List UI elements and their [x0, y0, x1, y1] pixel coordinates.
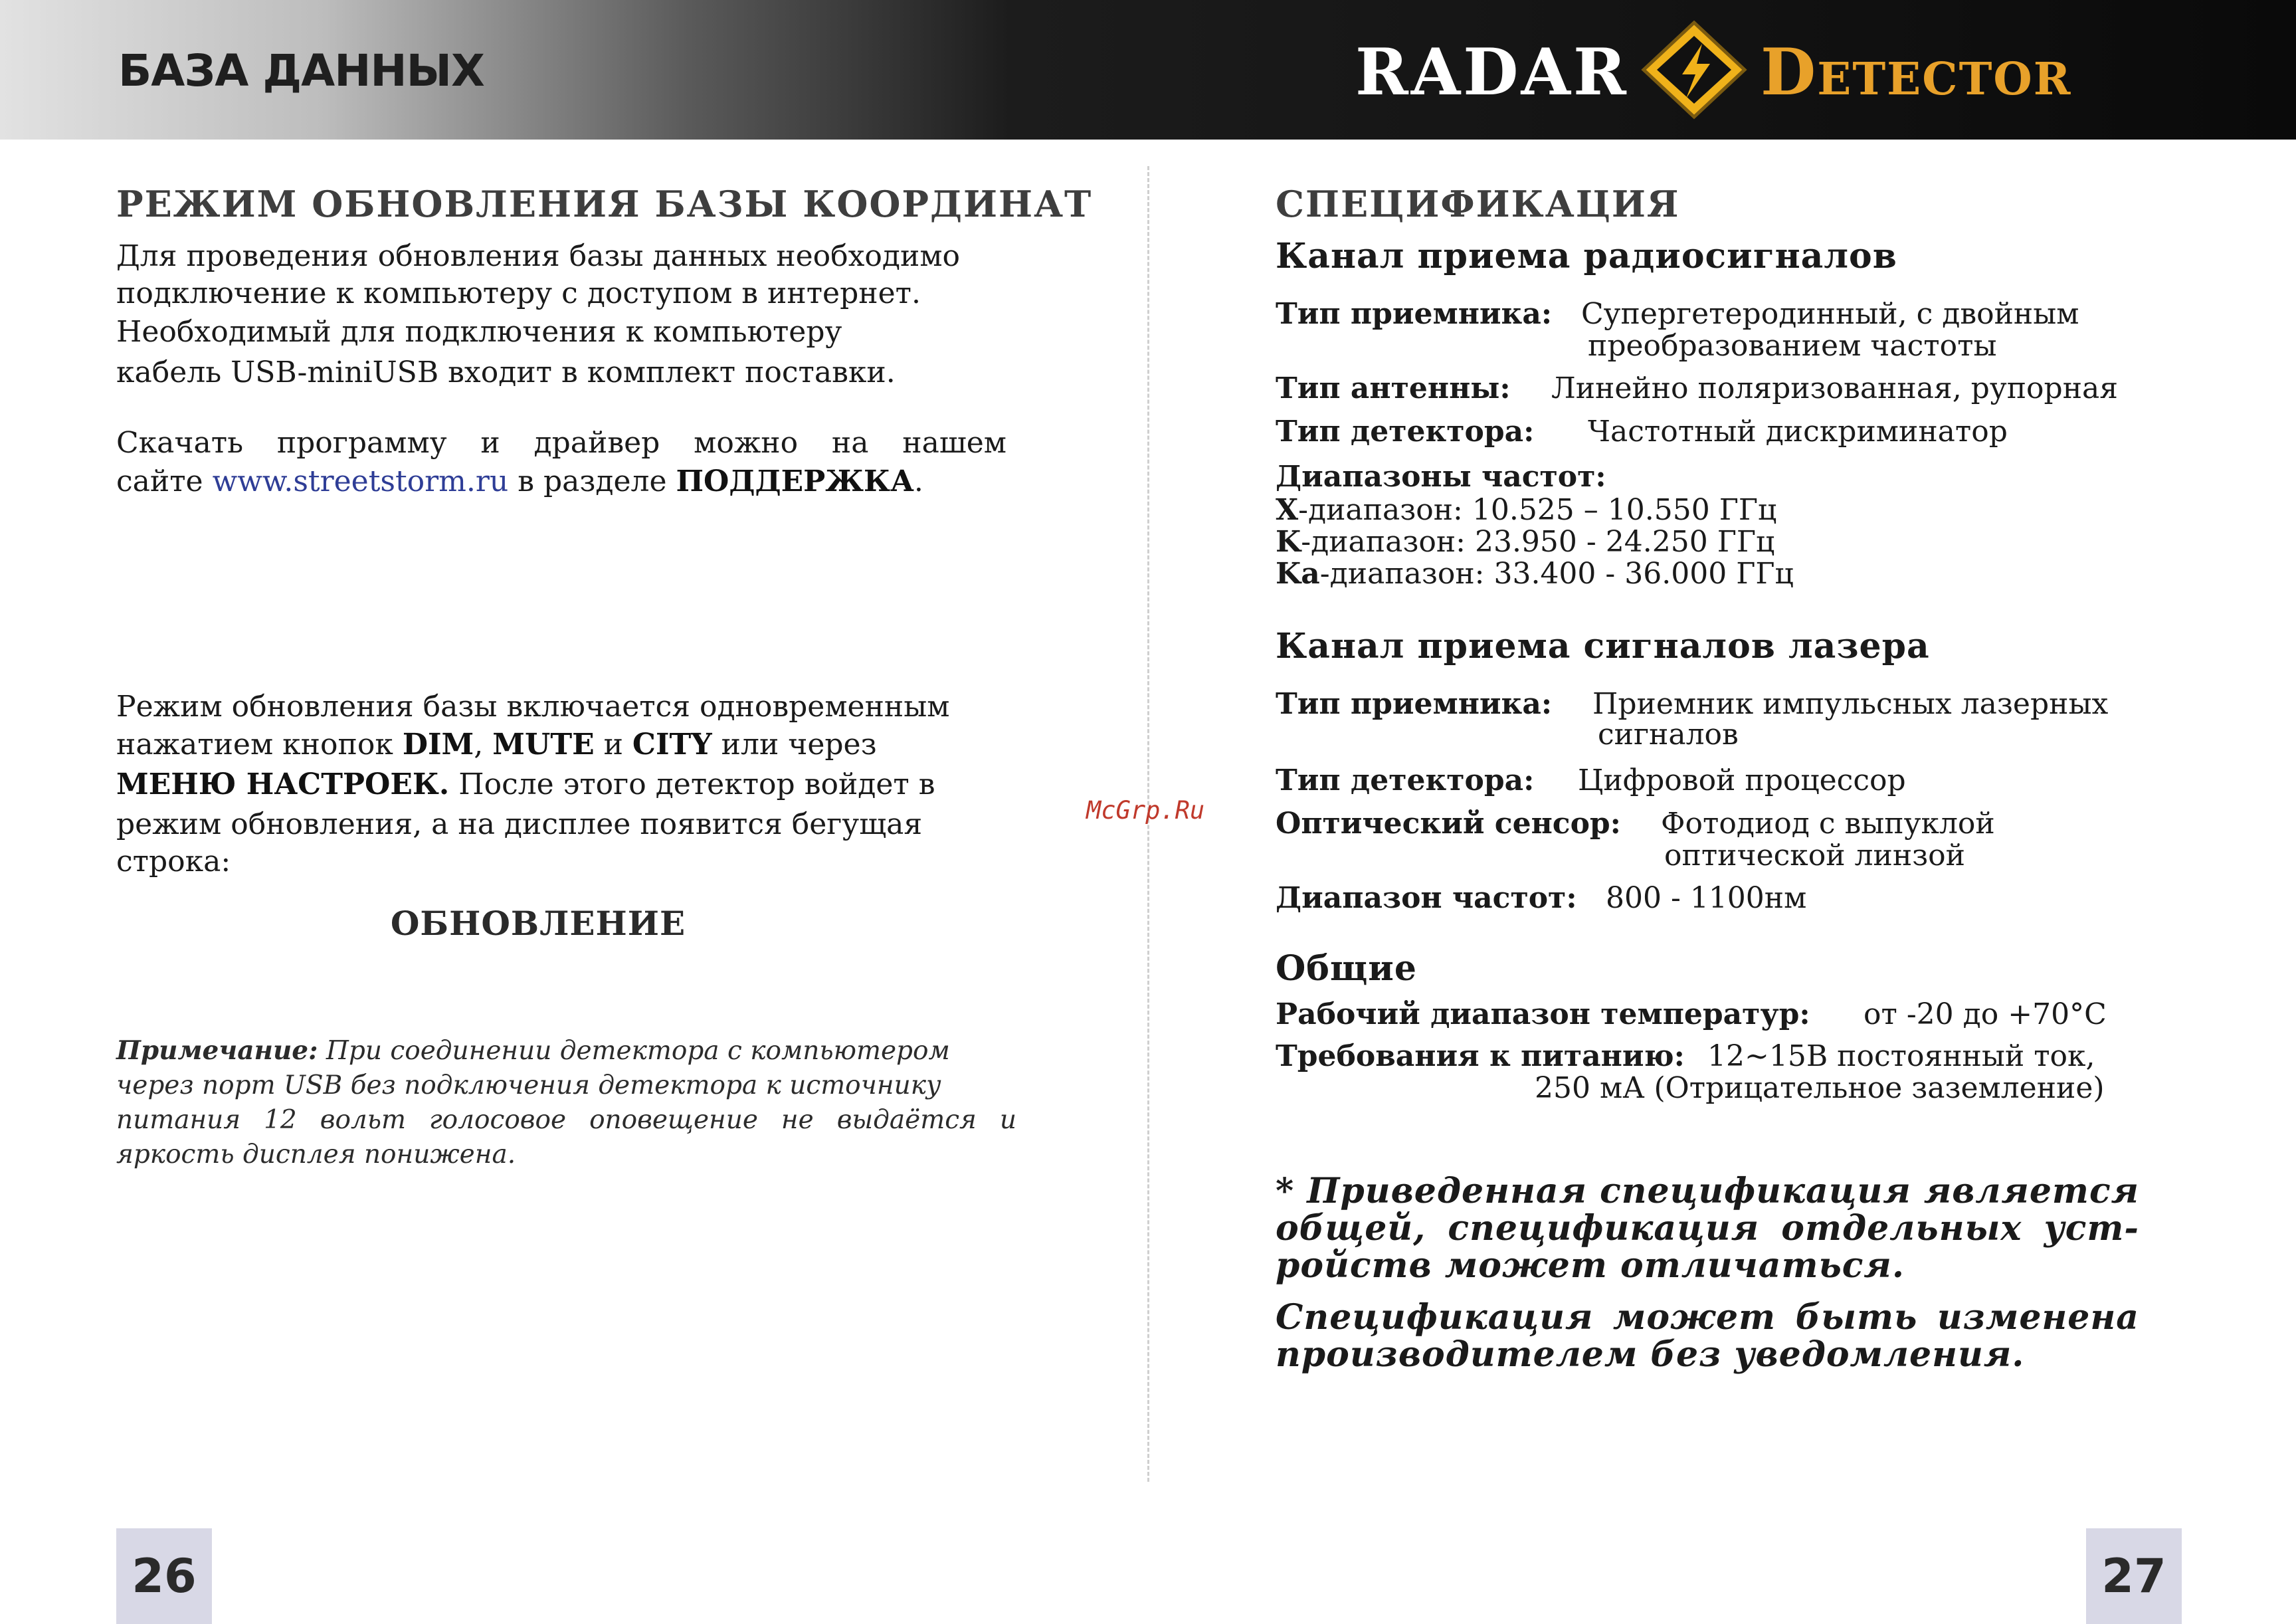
band-value: -диапазон: 33.400 - 36.000 ГГц [1319, 557, 1794, 591]
freq-label [1276, 460, 2139, 494]
radio-antenna-row [1276, 372, 2139, 405]
spec-key: Оптический сенсор: [1276, 807, 1621, 841]
mute-button-name: MUTE [492, 728, 595, 761]
band-key: X [1276, 493, 1299, 527]
band-key: K [1276, 525, 1301, 559]
disclaimer-line: Спецификация может быть изменена [1276, 1297, 2139, 1338]
note-paragraph [116, 1033, 1016, 1172]
spec-key: Диапазоны частот: [1276, 460, 1606, 494]
spec-key: Диапазон частот: [1276, 881, 1577, 915]
spec-value: Цифровой процессор [1578, 763, 1906, 797]
text-line: кабель USB-miniUSB входит в комплект поставки. [116, 355, 896, 389]
note-label: Примечание: [116, 1035, 318, 1066]
spec-key: Тип детектора: [1276, 763, 1535, 797]
note-line: питания 12 вольт голосовое оповещение не выдаётся и [116, 1105, 1016, 1135]
spec-value: Приемник импульсных лазерных [1592, 687, 2109, 721]
text-line: режим обновления, а на дисплее появится бегущая [116, 807, 923, 841]
spec-key: Требования к питанию: [1276, 1039, 1685, 1073]
temperature-row [1276, 998, 2139, 1031]
text-span: . [913, 464, 923, 498]
text-line [116, 462, 1006, 501]
radio-detector-row [1276, 415, 2139, 449]
download-paragraph [116, 424, 1006, 501]
note-line: через порт USB без подключения детектора к источнику [116, 1070, 941, 1100]
band-value: -диапазон: 10.525 – 10.550 ГГц [1298, 493, 1777, 527]
power-row [1276, 1039, 2139, 1105]
disclaimer-line: * Приведенная спецификация является [1276, 1171, 2139, 1211]
optical-sensor-row [1276, 807, 2139, 872]
text-line: подключение к компьютеру с доступом в интернет. [116, 276, 921, 310]
logo-word-radar: RADAR [1355, 35, 1629, 110]
radio-receiver-row [1276, 297, 2139, 363]
spec-value: 12~15В постоянный ток, [1707, 1039, 2095, 1073]
spec-value-cont: 250 мА (Отрицательное заземление) [1535, 1071, 2105, 1105]
page-number-right: 27 [2086, 1528, 2182, 1624]
spec-value: от -20 до +70°С [1864, 997, 2107, 1031]
spec-value: Супергетеродинный, с двойным [1581, 297, 2079, 331]
band-key: Ka [1276, 557, 1320, 591]
city-button-name: CITY [632, 728, 712, 761]
spec-key: Тип приемника: [1276, 687, 1553, 721]
radio-channel-heading: Канал приема радиосигналов [1276, 236, 1897, 276]
logo-word-detector: Detector [1761, 35, 2072, 110]
spec-key: Тип антенны: [1276, 371, 1511, 405]
text-line: Для проведения обновления базы данных необходимо [116, 239, 961, 273]
spec-key: Тип приемника: [1276, 297, 1553, 331]
update-mode-heading: РЕЖИМ ОБНОВЛЕНИЯ БАЗЫ КООРДИНАТ [116, 183, 1093, 225]
spec-value-cont: преобразованием частоты [1588, 329, 1997, 363]
spec-value: Частотный дискриминатор [1588, 415, 2008, 449]
laser-detector-row [1276, 764, 2139, 797]
text-span: сайте [116, 464, 213, 498]
page-header [0, 0, 2296, 140]
text-line [116, 763, 1006, 806]
general-heading: Общие [1276, 948, 1417, 989]
laser-freq-row [1276, 882, 2139, 915]
text-span: , [474, 728, 493, 761]
support-section-name: ПОДДЕРЖКА [676, 464, 914, 498]
spec-value: 800 - 1100нм [1606, 881, 1807, 915]
display-update-text: ОБНОВЛЕНИЕ [390, 904, 686, 943]
band-value: -диапазон: 23.950 - 24.250 ГГц [1301, 525, 1775, 559]
website-link[interactable]: www.streetstorm.ru [212, 464, 509, 498]
connection-paragraph [116, 238, 1006, 393]
page-number-left: 26 [116, 1528, 212, 1624]
text-span: в разделе [508, 464, 676, 498]
text-span: При соединении детектора с компьютером [318, 1036, 950, 1066]
band-k-row [1276, 526, 2139, 558]
spec-disclaimer-1 [1276, 1173, 2139, 1284]
text-span: или через [712, 728, 877, 761]
text-span: и [594, 728, 632, 761]
laser-channel-heading: Канал приема сигналов лазера [1276, 626, 1930, 666]
disclaimer-line: производителем без уведомления. [1276, 1334, 2025, 1375]
text-span: После этого детектор войдет в [449, 767, 935, 801]
note-line: яркость дисплея понижена. [116, 1140, 516, 1169]
text-line: строка: [116, 845, 231, 878]
radar-detector-logo [1355, 20, 2126, 120]
note-line [116, 1033, 1016, 1068]
text-line [116, 726, 1006, 763]
disclaimer-line: ройств может отличаться. [1276, 1245, 1905, 1286]
frequency-ranges [1276, 460, 2139, 590]
spec-value-cont: сигналов [1598, 718, 1739, 752]
update-activation-paragraph [116, 688, 1006, 880]
spec-disclaimer-2 [1276, 1299, 2139, 1373]
text-line: Скачать программу и драйвер можно на нашем [116, 426, 1006, 460]
lightning-diamond-icon [1641, 20, 1747, 120]
dim-button-name: DIM [402, 728, 474, 761]
text-line: Режим обновления базы включается одновременным [116, 690, 950, 724]
settings-menu-name: МЕНЮ НАСТРОЕК. [116, 767, 450, 801]
watermark: McGrp.Ru [1086, 796, 1205, 825]
spec-value-cont: оптической линзой [1664, 839, 1965, 872]
spec-key: Тип детектора: [1276, 415, 1535, 449]
text-span: нажатием кнопок [116, 728, 403, 761]
text-line: Необходимый для подключения к компьютеру [116, 315, 842, 349]
spec-key: Рабочий диапазон температур: [1276, 997, 1810, 1031]
section-title: БАЗА ДАННЫХ [118, 45, 484, 96]
laser-receiver-row [1276, 687, 2139, 752]
band-x-row [1276, 494, 2139, 526]
spec-value: Линейно поляризованная, рупорная [1551, 371, 2119, 405]
band-ka-row [1276, 558, 2139, 590]
specification-heading: СПЕЦИФИКАЦИЯ [1276, 183, 1680, 225]
disclaimer-line: общей, спецификация отдельных уст- [1276, 1208, 2139, 1249]
spec-value: Фотодиод с выпуклой [1661, 807, 1995, 841]
